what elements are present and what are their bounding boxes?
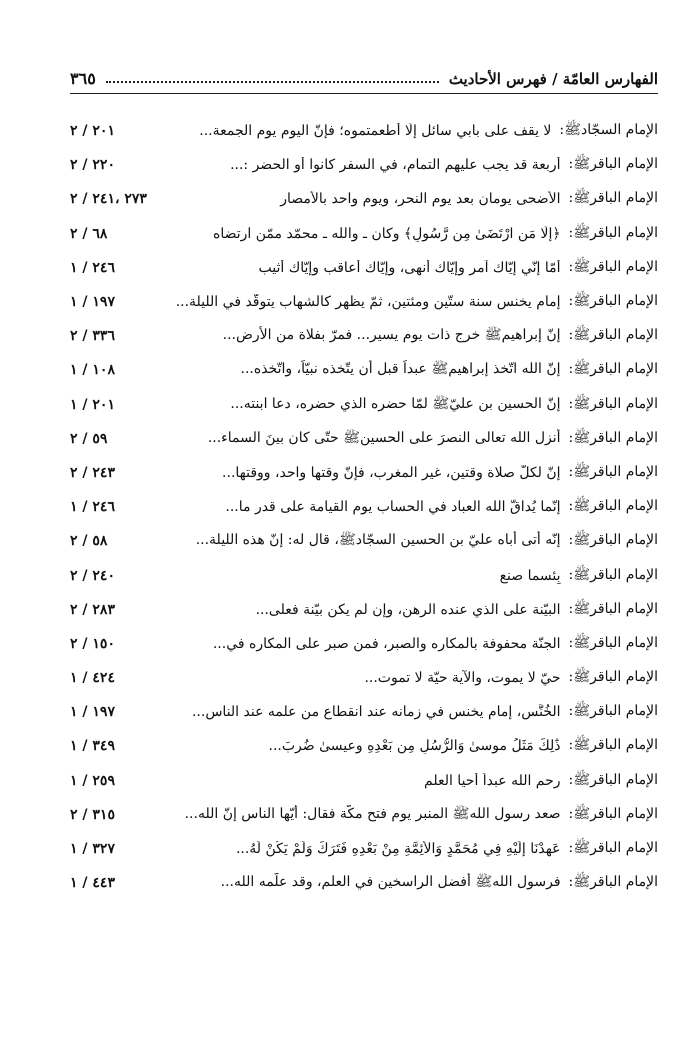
entry-reference: ١٥٠ / ٢ <box>70 635 115 652</box>
index-entry <box>70 729 658 763</box>
entry-text: إنّ لكلّ صلاة وقتين، غير المغرب، فإنّ وقتها واحد، ووقتها... <box>222 464 561 481</box>
entry-text: بِئسما صنع <box>499 567 561 584</box>
entry-speaker: الإمام الباقرﷺ: <box>568 361 658 378</box>
entry-speaker: الإمام الباقرﷺ: <box>568 258 658 275</box>
entry-text: أمّا إنّي إيّاك آمر وإيّاك أنهى، وإيّاك أُعاقب وإيّاك أُثيب <box>258 259 561 276</box>
entry-text: إمام يخنس سنة ستّين ومئتين، ثمّ يظهر كالشهاب يتوقّد في الليلة... <box>175 294 561 311</box>
index-entry <box>70 593 658 627</box>
entry-reference: ٢٤٦ / ١ <box>70 259 115 276</box>
entry-text: الأضحى يومان بعد يوم النحر، ويوم واحد بالأمصار <box>280 191 561 208</box>
entry-text: إنّ الحسين بن عليّﷺ لمّا حضره الذي حضره، دعا ابنته... <box>230 395 561 412</box>
entry-reference: ٢٨٣ / ٢ <box>70 601 115 618</box>
entry-text: صعد رسول اللهﷺ المنبر يوم فتح مكّة فقال: أيّها الناس إنّ الله... <box>184 805 561 822</box>
entry-speaker: الإمام الباقرﷺ: <box>568 805 658 822</box>
index-entry <box>70 422 658 456</box>
index-entry <box>70 217 658 251</box>
entry-reference: ٢٤٠ / ٢ <box>70 567 115 584</box>
entry-speaker: الإمام الباقرﷺ: <box>568 703 658 720</box>
entry-speaker: الإمام الباقرﷺ: <box>568 840 658 857</box>
entry-reference: ٢٠١ / ١ <box>70 396 115 413</box>
entry-text: إنّ إبراهيمﷺ خرج ذات يوم يسير... فمرّ بفلاة من الأرض... <box>222 327 561 344</box>
index-entry <box>70 114 658 148</box>
entry-speaker: الإمام الباقرﷺ: <box>568 874 658 891</box>
entry-text: أربعة قد يجب عليهم التمام، في السفر كانوا أو الحضر :... <box>230 157 561 174</box>
entry-speaker: الإمام الباقرﷺ: <box>568 600 658 617</box>
entry-speaker: الإمام الباقرﷺ: <box>568 771 658 788</box>
index-entry <box>70 627 658 661</box>
entry-text: إنّ الله اتّخذ إبراهيمﷺ عبداً قبل أن يتّخذه نبيّاً، واتّخذه... <box>240 361 561 378</box>
entry-reference: ٥٨ / ٢ <box>70 533 108 550</box>
entry-reference: ٤٤٣ / ١ <box>70 875 115 892</box>
index-entry <box>70 524 658 558</box>
index-entry <box>70 798 658 832</box>
header-leader-dots <box>106 81 439 83</box>
entry-speaker: الإمام الباقرﷺ: <box>568 532 658 549</box>
entry-speaker: الإمام الباقرﷺ: <box>568 566 658 583</box>
index-entry <box>70 148 658 182</box>
header-rule <box>70 93 658 94</box>
index-entry <box>70 490 658 524</box>
index-entry <box>70 319 658 353</box>
entry-text: ذَٰلِكَ مَثَلُ موسىٰ وَالرُّسُلِ مِن بَعْدِهِ وعيسىٰ ضُرِبَ... <box>268 738 561 755</box>
entry-text: إنّما يُداقّ الله العباد في الحساب يوم القيامة على قدر ما... <box>225 499 561 516</box>
index-entry <box>70 182 658 216</box>
entry-text: ﴿إِلَّا مَنِ ارْتَضَىٰ مِن رَّسُولٍ﴾ وكان ـ والله ـ محمّد ممّن ارتضاه <box>213 225 561 242</box>
entry-speaker: الإمام الباقرﷺ: <box>568 224 658 241</box>
entry-text: لا يقف على بابي سائل إلّا أطعمتموه؛ فإنّ اليوم يوم الجمعة... <box>199 123 552 140</box>
index-entry <box>70 456 658 490</box>
entry-text: عَهِدْنَا إِلَيْهِ فِي مُحَمَّدٍ وَالأَئِمَّةِ مِنْ بَعْدِهِ فَتَرَكَ وَلَمْ يَكُنْ لَهُ... <box>235 841 561 858</box>
entry-reference: ٢٤٦ / ١ <box>70 499 115 516</box>
index-entry <box>70 388 658 422</box>
entry-reference: ١٠٨ / ١ <box>70 362 115 379</box>
index-entry <box>70 832 658 866</box>
entry-text: رحم الله عبداً أحيا العلم <box>424 772 561 789</box>
entry-speaker: الإمام الباقرﷺ: <box>568 463 658 480</box>
entry-text: إنّه أتى أباه عليّ بن الحسين السجّادﷺ، قال له: إنّ هذه الليلة... <box>195 532 561 549</box>
entry-speaker: الإمام الباقرﷺ: <box>568 737 658 754</box>
index-entry <box>70 353 658 387</box>
entry-reference: ٢٠١ / ٢ <box>70 123 115 140</box>
index-entry <box>70 866 658 900</box>
entry-speaker: الإمام الباقرﷺ: <box>568 293 658 310</box>
entry-reference: ٣٤٩ / ١ <box>70 738 115 755</box>
index-entry <box>70 695 658 729</box>
hadith-index-list <box>70 114 658 900</box>
index-entry <box>70 764 658 798</box>
entry-text: الخُنَّس، إمام يخنس في زمانه عند انقطاع من علمه عند الناس... <box>191 704 561 721</box>
entry-reference: ٢٧٣ ،٢٤١ / ٢ <box>70 191 147 208</box>
entry-text: حيّ لا يموت، والآية حيّة لا تموت... <box>364 670 561 687</box>
running-header <box>70 62 658 88</box>
entry-reference: ٢٤٣ / ٢ <box>70 464 115 481</box>
entry-reference: ٤٢٤ / ١ <box>70 670 115 687</box>
entry-text: الجنّة محفوفة بالمكاره والصبر، فمن صبر على المكاره في... <box>212 635 561 652</box>
entry-speaker: الإمام الباقرﷺ: <box>568 156 658 173</box>
entry-speaker: الإمام الباقرﷺ: <box>568 395 658 412</box>
index-entry <box>70 661 658 695</box>
entry-reference: ١٩٧ / ١ <box>70 294 115 311</box>
entry-reference: ٢٥٩ / ١ <box>70 772 115 789</box>
entry-reference: ٦٨ / ٢ <box>70 225 108 242</box>
entry-reference: ٢٢٠ / ٢ <box>70 157 115 174</box>
entry-text: البيّنة على الذي عنده الرهن، وإن لم يكن بيّنة فعلى... <box>255 601 561 618</box>
entry-text: أنزل الله تعالى النصرَ على الحسينﷺ حتّى كان بينَ السماء... <box>207 429 561 446</box>
index-entry <box>70 285 658 319</box>
entry-speaker: الإمام السجّادﷺ: <box>559 122 658 139</box>
entry-reference: ٥٩ / ٢ <box>70 430 108 447</box>
index-entry <box>70 251 658 285</box>
entry-speaker: الإمام الباقرﷺ: <box>568 634 658 651</box>
entry-text: فرسول اللهﷺ أفضل الراسخين في العلم، وقد علّمه الله... <box>220 874 561 891</box>
header-title: الفهارس العامّة / فهرس الأحاديث <box>443 70 658 88</box>
entry-reference: ٣٣٦ / ٢ <box>70 328 115 345</box>
entry-reference: ٣٢٧ / ١ <box>70 841 115 858</box>
entry-speaker: الإمام الباقرﷺ: <box>568 669 658 686</box>
entry-reference: ١٩٧ / ١ <box>70 704 115 721</box>
entry-reference: ٣١٥ / ٢ <box>70 806 115 823</box>
page-number: ٣٦٥ <box>70 69 96 88</box>
entry-speaker: الإمام الباقرﷺ: <box>568 498 658 515</box>
index-entry <box>70 558 658 592</box>
entry-speaker: الإمام الباقرﷺ: <box>568 327 658 344</box>
entry-speaker: الإمام الباقرﷺ: <box>568 429 658 446</box>
entry-speaker: الإمام الباقرﷺ: <box>568 190 658 207</box>
